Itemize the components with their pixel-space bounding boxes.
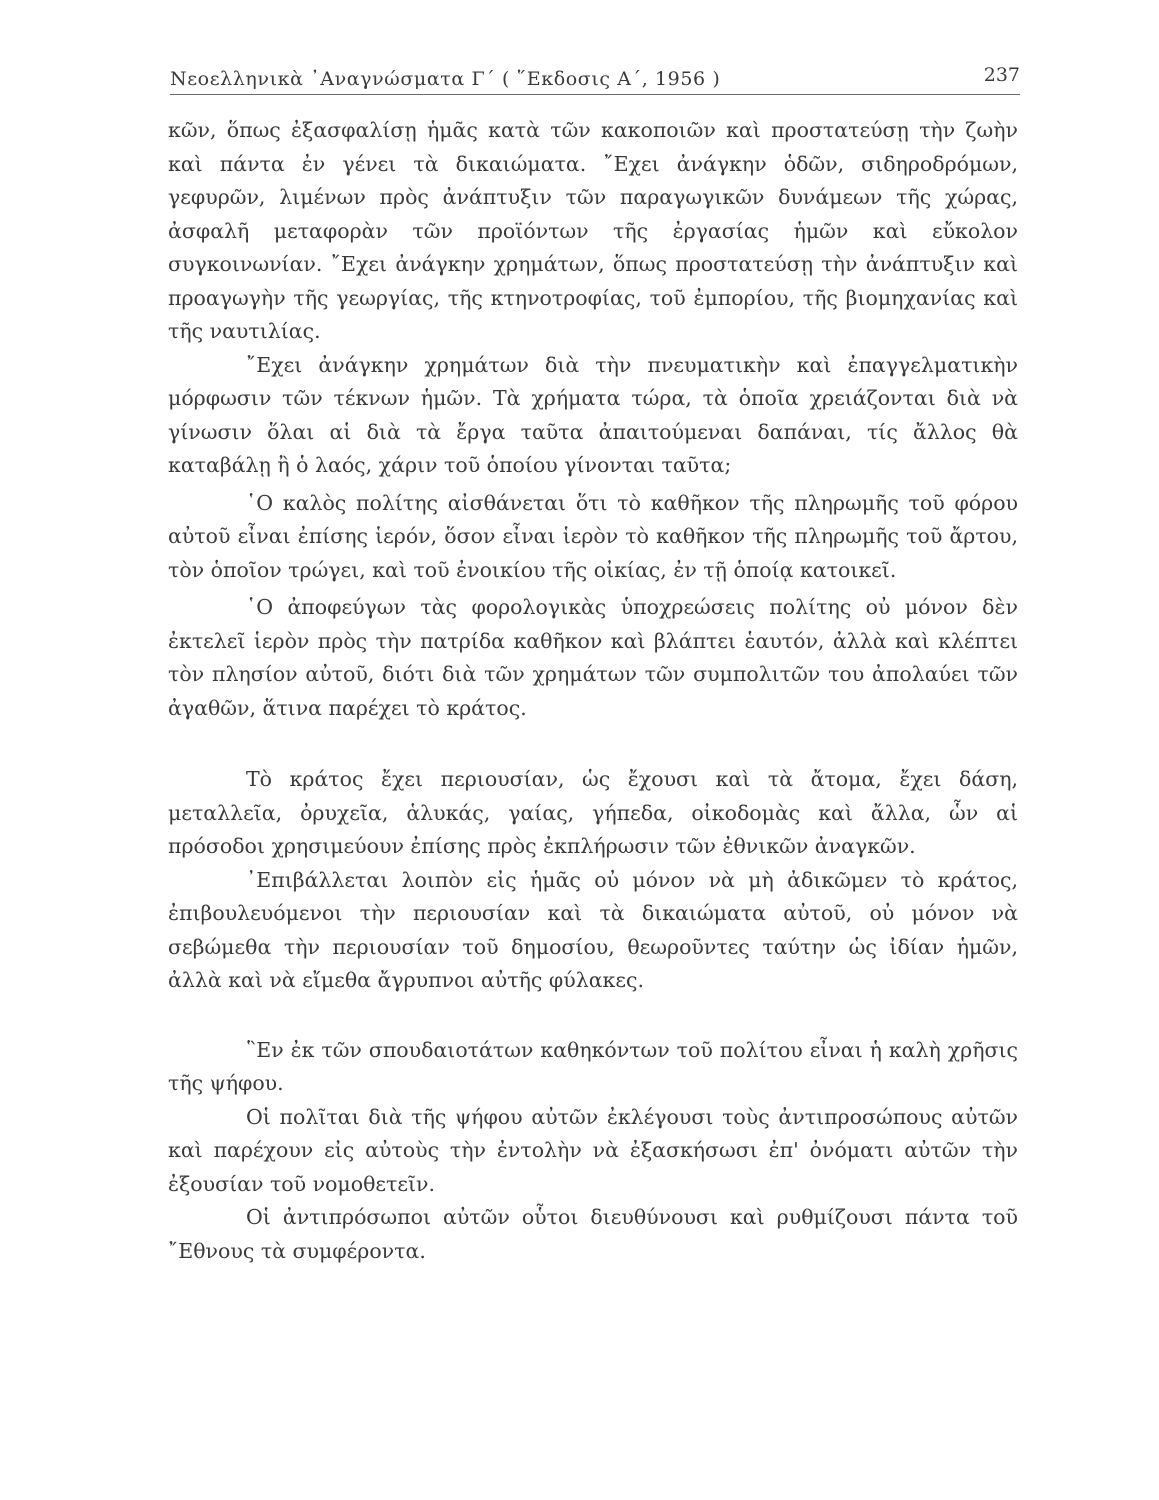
page-number: 237 (983, 64, 1020, 86)
paragraph-vote-duty: ῝Εν ἐκ τῶν σπουδαιοτάτων καθηκόντων τοῦ πολίτου εἶναι ἡ καλὴ χρῆσις τῆς ψήφου. (168, 1037, 1018, 1095)
paragraph-tax-evader: ῾Ο ἀποφεύγων τὰς φορολογικὰς ὑποχρεώσεις πολίτης οὐ μόνον δὲν ἐκτελεῖ ἱερὸν πρὸς τὴν πατρίδα καθῆκον καὶ βλάπτει ἑαυτόν, ἀλλὰ καὶ κλέπτει τὸν πλησίον αὐτοῦ, διότι διὰ τῶν χρημάτων τῶν συμπολιτῶν του ἀπολαύει τῶν ἀγαθῶν, ἅτινα παρέχει τὸ κράτος. (168, 595, 1018, 720)
paragraph-duty-to-protect: ᾿Επιβάλλεται λοιπὸν εἰς ἡμᾶς οὐ μόνον νὰ μὴ ἀδικῶμεν τὸ κράτος, ἐπιβουλευόμενοι τὴν περιουσίαν καὶ τὰ δικαιώματα αὐτοῦ, οὐ μόνον νὰ σεβώμεθα τὴν περιουσίαν τοῦ δημοσίου, θεωροῦντες ταύτην ὡς ἰδίαν ἡμῶν, ἀλλὰ καὶ νὰ εἴμεθα ἄγρυπνοι αὐτῆς φύλακες. (168, 867, 1018, 992)
header-title: Νεοελληνικὰ ᾿Αναγνώσματα Γ΄ ( ῞Εκδοσις Α΄, 1956 ) (170, 68, 721, 90)
body-text (168, 114, 1018, 1268)
paragraph-state-needs: κῶν, ὅπως ἐξασφαλίσῃ ἡμᾶς κατὰ τῶν κακοποιῶν καὶ προστατεύσῃ τὴν ζωὴν καὶ πάντα ἐν γένει τὰ δικαιώματα. ῎Εχει ἀνάγκην ὁδῶν, σιδηροδρόμων, γεφυρῶν, λιμένων πρὸς ἀνάπτυξιν τῶν παραγωγικῶν δυνάμεων τῆς χώρας, ἀσφαλῆ μεταφορὰν τῶν προϊόντων τῆς ἐργασίας ἡμῶν καὶ εὔκολον συγκοινωνίαν. ῎Εχει ἀνάγκην χρημάτων, ὅπως προστατεύσῃ τὴν ἀνάπτυξιν καὶ προαγωγὴν τῆς γεωργίας, τῆς κτηνοτροφίας, τοῦ ἐμπορίου, τῆς βιομηχανίας καὶ τῆς ναυτιλίας. (168, 118, 1018, 343)
paragraph-education-funding: ῎Εχει ἀνάγκην χρημάτων διὰ τὴν πνευματικὴν καὶ ἐπαγγελματικὴν μόρφωσιν τῶν τέκνων ἡμῶν. Τὰ χρήματα τώρα, τὰ ὁποῖα χρειάζονται διὰ νὰ γίνωσιν ὅλαι αἱ διὰ τὰ ἔργα ταῦτα ἀπαιτούμεναι δαπάναι, τίς ἄλλος θὰ καταβάλῃ ἢ ὁ λαός, χάριν τοῦ ὁποίου γίνονται ταῦτα; (168, 352, 1018, 477)
paragraph-good-citizen: ῾Ο καλὸς πολίτης αἰσθάνεται ὅτι τὸ καθῆκον τῆς πληρωμῆς τοῦ φόρου αὐτοῦ εἶναι ἐπίσης ἱερόν, ὅσον εἶναι ἱερὸν τὸ καθῆκον τῆς πληρωμῆς τοῦ ἄρτου, τὸν ὁποῖον τρώγει, καὶ τοῦ ἐνοικίου τῆς οἰκίας, ἐν τῇ ὁποίᾳ κατοικεῖ. (168, 490, 1018, 582)
running-header (170, 60, 1020, 95)
paragraph-state-property: Τὸ κράτος ἔχει περιουσίαν, ὡς ἔχουσι καὶ τὰ ἄτομα, ἔχει δάση, μεταλλεῖα, ὀρυχεῖα, ἁλυκάς, γαίας, γήπεδα, οἰκοδομὰς καὶ ἄλλα, ὧν αἱ πρόσοδοι χρησιμεύουν ἐπίσης πρὸς ἐκπλήρωσιν τῶν ἐθνικῶν ἀναγκῶν. (168, 767, 1018, 858)
paragraph-representatives-govern: Οἱ ἀντιπρόσωποι αὐτῶν οὗτοι διευθύνουσι καὶ ρυθμίζουσι πάντα τοῦ ῎Εθνους τὰ συμφέροντα. (168, 1205, 1018, 1263)
paragraph-elect-representatives: Οἱ πολῖται διὰ τῆς ψήφου αὐτῶν ἐκλέγουσι τοὺς ἀντιπροσώπους αὐτῶν καὶ παρέχουν εἰς αὐτοὺς τὴν ἐντολὴν νὰ ἐξασκήσωσι ἐπ' ὀνόματι αὐτῶν τὴν ἐξουσίαν τοῦ νομοθετεῖν. (168, 1104, 1018, 1196)
